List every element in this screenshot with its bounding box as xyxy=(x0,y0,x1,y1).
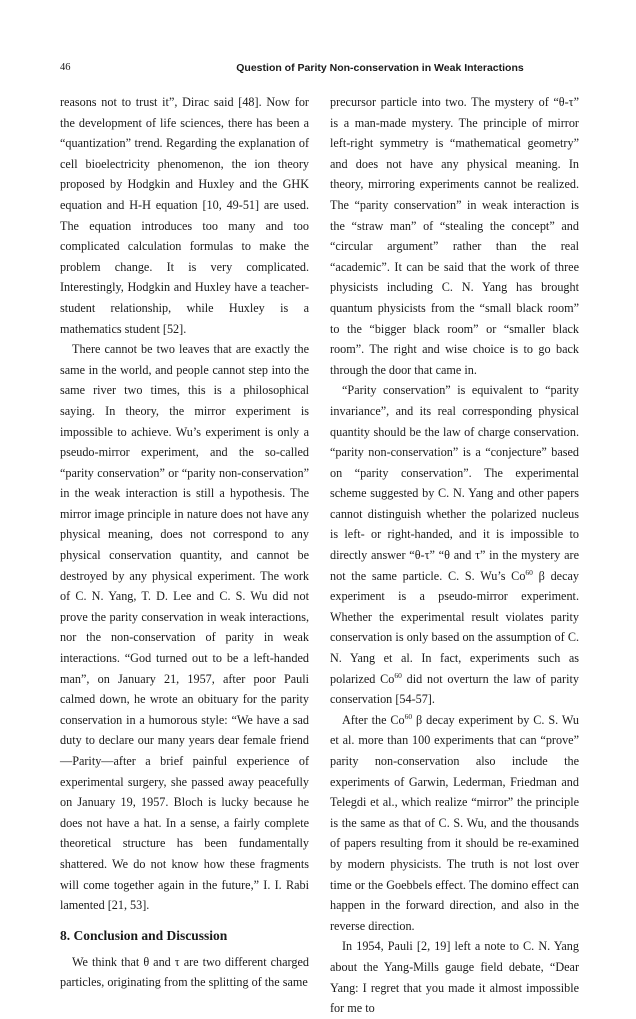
paragraph: precursor particle into two. The mystery of “θ-τ” is a man-made mystery. The principle of mirror left-right symmetry is “mathematical geometry” and does not have any physical meaning. In theory, mirroring experiments cannot be realized. The “parity conservation” in weak interaction is the “straw man” of “stealing the concept” and “circular argument” rather than the real “academic”. It can be said that the work of three physicists including C. N. Yang has brought quantum physicists from the “small black room” to the “bigger black room” or “smaller black room”. The right and wise choice is to go back through the door that came in. xyxy=(330,95,579,377)
text-run: did not overturn the law of parity conservation [54-57]. xyxy=(330,671,579,707)
left-column xyxy=(60,92,309,993)
paragraph xyxy=(330,710,579,937)
text-run: “Parity conservation” is equivalent to “parity invariance”, and its real corresponding physical quantity should be the law of charge conservation. “parity non-conservation” is a “conjecture” based on “parity conservation”. The experimental scheme suggested by C. N. Yang and other papers cannot distinguish whether the polarized nucleus is left- or right-handed, and it is impossible to directly answer “θ-τ” “θ and τ” in the mystery are not the same particle. C. S. Wu’s Co xyxy=(330,383,579,583)
text-run: β decay experiment is a pseudo-mirror experiment. Whether the experimental result violates parity conservation is only based on the assumption of C. N. Yang et al. In fact, experiments such as polarized Co xyxy=(330,568,579,686)
paragraph: There cannot be two leaves that are exactly the same in the world, and people cannot step into the same river two times, this is a philosophical saying. In theory, the mirror experiment is impossible to achieve. Wu’s experiment is only a pseudo-mirror experiment, and the so-called “parity conservation” or “parity non-conservation” in the weak interaction is still a hypothesis. The mirror image principle in nature does not have any physical meaning, does not correspond to any physical conservation quantity, and cannot be destroyed by any physical experiment. The work of C. N. Yang, T. D. Lee and C. S. Wu did not prove the parity conservation in weak interactions, nor the non-conservation of parity in weak interactions. “God turned out to be a left-handed man”, on January 21, 1957, after poor Pauli calmed down, he wrote an obituary for the parity conservation in a humorous style: “We have a sad duty to declare our many years dear female friend—Parity—after a brief painful experience of experimental surgery, she passed away peacefully on January 19, 1957. Bloch is lucky because he does not have a hat. In a sense, a fairly complete theoretical structure has been fundamentally shattered. We do not know how these fragments will come together again in the future,” I. I. Rabi lamented [21, 53]. xyxy=(60,342,309,913)
paragraph xyxy=(330,380,579,710)
superscript: 60 xyxy=(394,670,402,680)
right-column xyxy=(330,92,579,1019)
superscript: 60 xyxy=(525,567,533,577)
paragraph: We think that θ and τ are two different charged particles, originating from the splitting of the same xyxy=(60,954,309,990)
page-number: 46 xyxy=(60,62,71,73)
text-run: After the Co xyxy=(342,712,405,727)
superscript: 60 xyxy=(404,711,413,721)
paragraph: In 1954, Pauli [2, 19] left a note to C. N. Yang about the Yang-Mills gauge field debate, “Dear Yang: I regret that you made it almost impossible for me to xyxy=(330,939,579,1016)
page-header xyxy=(0,62,636,78)
running-title: Question of Parity Non-conservation in Weak Interactions xyxy=(236,62,524,74)
section-heading: 8. Conclusion and Discussion xyxy=(60,927,228,943)
text-run: β decay experiment by C. S. Wu et al. more than 100 experiments that can “prove” parity non-conservation also include the experiments of Garwin, Lederman, Friedman and Telegdi et al., which realize “mirror” the principle is the same as that of C. S. Wu, and the thousands of papers resulting from it should be re-examined by modern physicists. The truth is not lost over time or the Goebbels effect. The domino effect can happen in the forward direction, and also in the reverse direction. xyxy=(330,712,579,933)
paragraph: reasons not to trust it”, Dirac said [48]. Now for the development of life sciences, there has been a “quantization” trend. Regarding the explanation of cell bioelectricity phenomenon, the ion theory proposed by Hodgkin and Huxley and the GHK equation and H-H equation [10, 49-51] are used. The equation introduces too many and too complicated calculation formulas to make the problem change. It is very complicated. Interestingly, Hodgkin and Huxley have a teacher-student relationship, while Huxley is a mathematics student [52]. xyxy=(60,95,309,336)
